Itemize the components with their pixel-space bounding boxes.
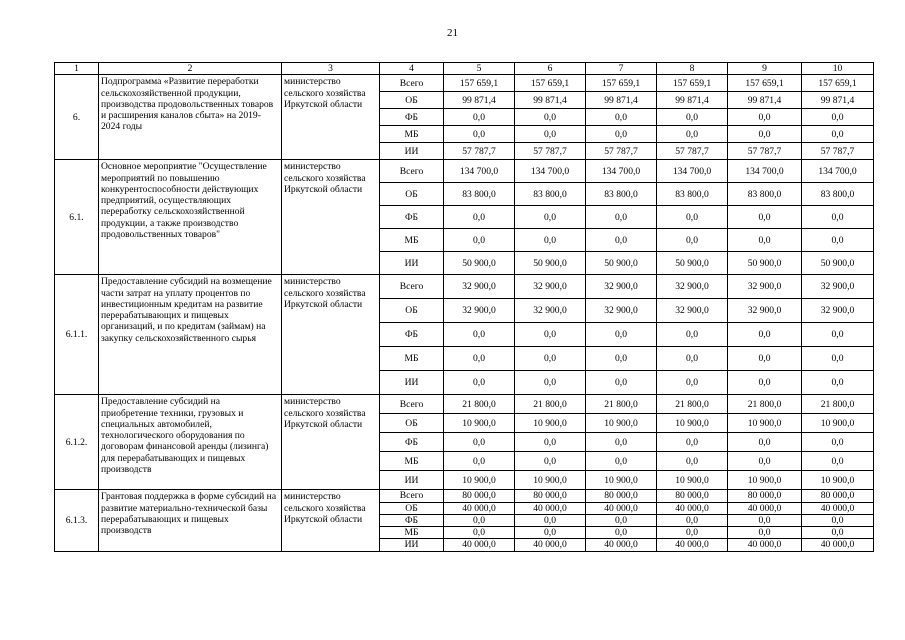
amount-cell: 0,0 <box>586 433 657 452</box>
amount-cell: 32 900,0 <box>802 299 874 323</box>
funding-source: Всего <box>380 275 444 299</box>
amount-cell: 32 900,0 <box>444 299 515 323</box>
item-number: 6.1. <box>55 160 99 275</box>
item-executor: министерство сельского хозяйства Иркутской области <box>282 395 380 490</box>
amount-cell: 10 900,0 <box>444 414 515 433</box>
amount-cell: 0,0 <box>515 347 586 371</box>
amount-cell: 83 800,0 <box>657 183 728 206</box>
table-row <box>55 395 874 414</box>
amount-cell: 10 900,0 <box>728 414 802 433</box>
funding-source: ОБ <box>380 502 444 514</box>
amount-cell: 0,0 <box>802 452 874 471</box>
amount-cell: 10 900,0 <box>586 414 657 433</box>
funding-source: ОБ <box>380 299 444 323</box>
funding-source: Всего <box>380 490 444 502</box>
amount-cell: 50 900,0 <box>515 252 586 275</box>
amount-cell: 40 000,0 <box>728 502 802 514</box>
amount-cell: 0,0 <box>515 126 586 143</box>
amount-cell: 0,0 <box>728 323 802 347</box>
funding-source: МБ <box>380 229 444 252</box>
amount-cell: 0,0 <box>802 206 874 229</box>
amount-cell: 10 900,0 <box>728 471 802 490</box>
amount-cell: 50 900,0 <box>802 252 874 275</box>
item-executor: министерство сельского хозяйства Иркутской области <box>282 75 380 160</box>
funding-source: ОБ <box>380 92 444 109</box>
column-header: 3 <box>282 63 380 75</box>
amount-cell: 83 800,0 <box>586 183 657 206</box>
amount-cell: 83 800,0 <box>802 183 874 206</box>
amount-cell: 0,0 <box>657 347 728 371</box>
funding-source: ИИ <box>380 371 444 395</box>
column-header: 2 <box>99 63 282 75</box>
amount-cell: 57 787,7 <box>657 143 728 160</box>
funding-source: Всего <box>380 395 444 414</box>
amount-cell: 0,0 <box>802 323 874 347</box>
amount-cell: 0,0 <box>802 527 874 539</box>
amount-cell: 0,0 <box>515 371 586 395</box>
amount-cell: 0,0 <box>728 229 802 252</box>
amount-cell: 50 900,0 <box>586 252 657 275</box>
column-header: 8 <box>657 63 728 75</box>
amount-cell: 0,0 <box>586 452 657 471</box>
amount-cell: 80 000,0 <box>802 490 874 502</box>
amount-cell: 40 000,0 <box>728 539 802 551</box>
amount-cell: 0,0 <box>586 347 657 371</box>
amount-cell: 157 659,1 <box>802 75 874 92</box>
amount-cell: 21 800,0 <box>586 395 657 414</box>
amount-cell: 0,0 <box>586 206 657 229</box>
amount-cell: 40 000,0 <box>657 539 728 551</box>
amount-cell: 0,0 <box>515 206 586 229</box>
amount-cell: 10 900,0 <box>657 414 728 433</box>
amount-cell: 32 900,0 <box>728 275 802 299</box>
amount-cell: 50 900,0 <box>444 252 515 275</box>
amount-cell: 0,0 <box>444 527 515 539</box>
amount-cell: 134 700,0 <box>657 160 728 183</box>
amount-cell: 40 000,0 <box>515 502 586 514</box>
amount-cell: 32 900,0 <box>515 275 586 299</box>
amount-cell: 0,0 <box>728 433 802 452</box>
amount-cell: 0,0 <box>728 126 802 143</box>
amount-cell: 0,0 <box>586 109 657 126</box>
amount-cell: 32 900,0 <box>515 299 586 323</box>
amount-cell: 32 900,0 <box>444 275 515 299</box>
amount-cell: 0,0 <box>657 433 728 452</box>
amount-cell: 21 800,0 <box>657 395 728 414</box>
amount-cell: 0,0 <box>444 514 515 526</box>
amount-cell: 99 871,4 <box>657 92 728 109</box>
amount-cell: 0,0 <box>657 109 728 126</box>
amount-cell: 57 787,7 <box>515 143 586 160</box>
item-executor: министерство сельского хозяйства Иркутской области <box>282 490 380 551</box>
page-number: 21 <box>447 27 458 39</box>
amount-cell: 0,0 <box>802 229 874 252</box>
amount-cell: 0,0 <box>586 371 657 395</box>
amount-cell: 80 000,0 <box>586 490 657 502</box>
amount-cell: 99 871,4 <box>515 92 586 109</box>
amount-cell: 50 900,0 <box>728 252 802 275</box>
budget-table <box>54 62 874 552</box>
funding-source: ФБ <box>380 109 444 126</box>
amount-cell: 40 000,0 <box>515 539 586 551</box>
amount-cell: 32 900,0 <box>586 275 657 299</box>
amount-cell: 99 871,4 <box>444 92 515 109</box>
amount-cell: 57 787,7 <box>586 143 657 160</box>
amount-cell: 80 000,0 <box>728 490 802 502</box>
amount-cell: 157 659,1 <box>444 75 515 92</box>
amount-cell: 0,0 <box>515 229 586 252</box>
header-row <box>55 63 874 75</box>
funding-source: ФБ <box>380 433 444 452</box>
column-header: 1 <box>55 63 99 75</box>
amount-cell: 0,0 <box>444 126 515 143</box>
funding-source: ИИ <box>380 539 444 551</box>
funding-source: МБ <box>380 527 444 539</box>
amount-cell: 0,0 <box>728 371 802 395</box>
amount-cell: 83 800,0 <box>515 183 586 206</box>
amount-cell: 0,0 <box>586 229 657 252</box>
amount-cell: 0,0 <box>802 433 874 452</box>
amount-cell: 0,0 <box>802 126 874 143</box>
funding-source: ОБ <box>380 183 444 206</box>
funding-source: Всего <box>380 75 444 92</box>
amount-cell: 10 900,0 <box>802 471 874 490</box>
amount-cell: 40 000,0 <box>802 539 874 551</box>
item-number: 6.1.1. <box>55 275 99 395</box>
amount-cell: 0,0 <box>657 371 728 395</box>
amount-cell: 134 700,0 <box>444 160 515 183</box>
amount-cell: 0,0 <box>515 323 586 347</box>
amount-cell: 83 800,0 <box>728 183 802 206</box>
amount-cell: 0,0 <box>586 514 657 526</box>
amount-cell: 0,0 <box>802 109 874 126</box>
amount-cell: 10 900,0 <box>586 471 657 490</box>
amount-cell: 80 000,0 <box>515 490 586 502</box>
table-row <box>55 75 874 92</box>
item-executor: министерство сельского хозяйства Иркутской области <box>282 160 380 275</box>
amount-cell: 83 800,0 <box>444 183 515 206</box>
table-row <box>55 160 874 183</box>
item-name: Основное мероприятие "Осуществление мероприятий по повышению конкурентоспособности действующих предприятий, осуществляющих переработку сельскохозяйственной продукции, а также производство продовольственных товаров" <box>99 160 282 275</box>
amount-cell: 21 800,0 <box>802 395 874 414</box>
amount-cell: 57 787,7 <box>728 143 802 160</box>
amount-cell: 10 900,0 <box>802 414 874 433</box>
amount-cell: 40 000,0 <box>586 539 657 551</box>
amount-cell: 0,0 <box>444 347 515 371</box>
amount-cell: 0,0 <box>444 452 515 471</box>
amount-cell: 0,0 <box>444 206 515 229</box>
amount-cell: 32 900,0 <box>657 299 728 323</box>
amount-cell: 0,0 <box>657 514 728 526</box>
amount-cell: 157 659,1 <box>657 75 728 92</box>
funding-source: ФБ <box>380 206 444 229</box>
amount-cell: 0,0 <box>444 433 515 452</box>
funding-source: ИИ <box>380 143 444 160</box>
amount-cell: 21 800,0 <box>728 395 802 414</box>
amount-cell: 0,0 <box>444 323 515 347</box>
amount-cell: 0,0 <box>802 371 874 395</box>
funding-source: ИИ <box>380 471 444 490</box>
amount-cell: 10 900,0 <box>515 471 586 490</box>
amount-cell: 0,0 <box>728 452 802 471</box>
amount-cell: 99 871,4 <box>802 92 874 109</box>
amount-cell: 0,0 <box>515 109 586 126</box>
amount-cell: 0,0 <box>444 229 515 252</box>
table-body <box>55 63 874 552</box>
amount-cell: 0,0 <box>802 514 874 526</box>
amount-cell: 134 700,0 <box>802 160 874 183</box>
amount-cell: 157 659,1 <box>586 75 657 92</box>
amount-cell: 157 659,1 <box>728 75 802 92</box>
amount-cell: 0,0 <box>657 527 728 539</box>
item-name: Грантовая поддержка в форме субсидий на развитие материально-технической базы перерабатывающих и пищевых производств <box>99 490 282 551</box>
amount-cell: 0,0 <box>657 229 728 252</box>
column-header: 10 <box>802 63 874 75</box>
funding-source: МБ <box>380 347 444 371</box>
amount-cell: 134 700,0 <box>515 160 586 183</box>
amount-cell: 10 900,0 <box>444 471 515 490</box>
amount-cell: 0,0 <box>657 452 728 471</box>
amount-cell: 80 000,0 <box>444 490 515 502</box>
amount-cell: 0,0 <box>515 527 586 539</box>
amount-cell: 0,0 <box>515 433 586 452</box>
funding-source: ФБ <box>380 514 444 526</box>
item-name: Предоставление субсидий на приобретение техники, грузовых и специальных автомобилей, технологического оборудования по договорам финансовой аренды (лизинга) для перерабатывающих и пищевых производств <box>99 395 282 490</box>
item-number: 6. <box>55 75 99 160</box>
column-header: 7 <box>586 63 657 75</box>
amount-cell: 0,0 <box>657 323 728 347</box>
amount-cell: 57 787,7 <box>802 143 874 160</box>
amount-cell: 0,0 <box>802 347 874 371</box>
amount-cell: 134 700,0 <box>728 160 802 183</box>
funding-source: Всего <box>380 160 444 183</box>
amount-cell: 40 000,0 <box>444 539 515 551</box>
table-row <box>55 490 874 502</box>
item-number: 6.1.3. <box>55 490 99 551</box>
amount-cell: 0,0 <box>586 323 657 347</box>
amount-cell: 21 800,0 <box>515 395 586 414</box>
item-executor: министерство сельского хозяйства Иркутской области <box>282 275 380 395</box>
amount-cell: 10 900,0 <box>515 414 586 433</box>
amount-cell: 40 000,0 <box>802 502 874 514</box>
amount-cell: 0,0 <box>657 206 728 229</box>
column-header: 9 <box>728 63 802 75</box>
amount-cell: 80 000,0 <box>657 490 728 502</box>
amount-cell: 32 900,0 <box>802 275 874 299</box>
amount-cell: 0,0 <box>444 371 515 395</box>
amount-cell: 134 700,0 <box>586 160 657 183</box>
amount-cell: 0,0 <box>586 527 657 539</box>
amount-cell: 0,0 <box>657 126 728 143</box>
funding-source: ФБ <box>380 323 444 347</box>
column-header: 5 <box>444 63 515 75</box>
amount-cell: 157 659,1 <box>515 75 586 92</box>
amount-cell: 0,0 <box>728 514 802 526</box>
funding-source: ИИ <box>380 252 444 275</box>
funding-source: ОБ <box>380 414 444 433</box>
amount-cell: 57 787,7 <box>444 143 515 160</box>
column-header: 6 <box>515 63 586 75</box>
item-number: 6.1.2. <box>55 395 99 490</box>
amount-cell: 0,0 <box>728 347 802 371</box>
funding-source: МБ <box>380 126 444 143</box>
amount-cell: 32 900,0 <box>728 299 802 323</box>
amount-cell: 0,0 <box>728 527 802 539</box>
funding-source: МБ <box>380 452 444 471</box>
amount-cell: 99 871,4 <box>586 92 657 109</box>
amount-cell: 50 900,0 <box>657 252 728 275</box>
amount-cell: 0,0 <box>586 126 657 143</box>
amount-cell: 0,0 <box>515 514 586 526</box>
item-name: Предоставление субсидий на возмещение части затрат на уплату процентов по инвестиционным кредитам на развитие перерабатывающих и пищевых организаций, и по кредитам (займам) на закупку сельскохозяйственного сырья <box>99 275 282 395</box>
amount-cell: 10 900,0 <box>657 471 728 490</box>
amount-cell: 0,0 <box>444 109 515 126</box>
amount-cell: 32 900,0 <box>657 275 728 299</box>
amount-cell: 0,0 <box>728 109 802 126</box>
column-header: 4 <box>380 63 444 75</box>
amount-cell: 0,0 <box>728 206 802 229</box>
table-row <box>55 275 874 299</box>
amount-cell: 40 000,0 <box>444 502 515 514</box>
amount-cell: 99 871,4 <box>728 92 802 109</box>
amount-cell: 21 800,0 <box>444 395 515 414</box>
amount-cell: 40 000,0 <box>657 502 728 514</box>
item-name: Подпрограмма «Развитие переработки сельскохозяйственной продукции, производства продовольственных товаров и расширения каналов сбыта» на 2019-2024 годы <box>99 75 282 160</box>
amount-cell: 40 000,0 <box>586 502 657 514</box>
amount-cell: 0,0 <box>515 452 586 471</box>
amount-cell: 32 900,0 <box>586 299 657 323</box>
